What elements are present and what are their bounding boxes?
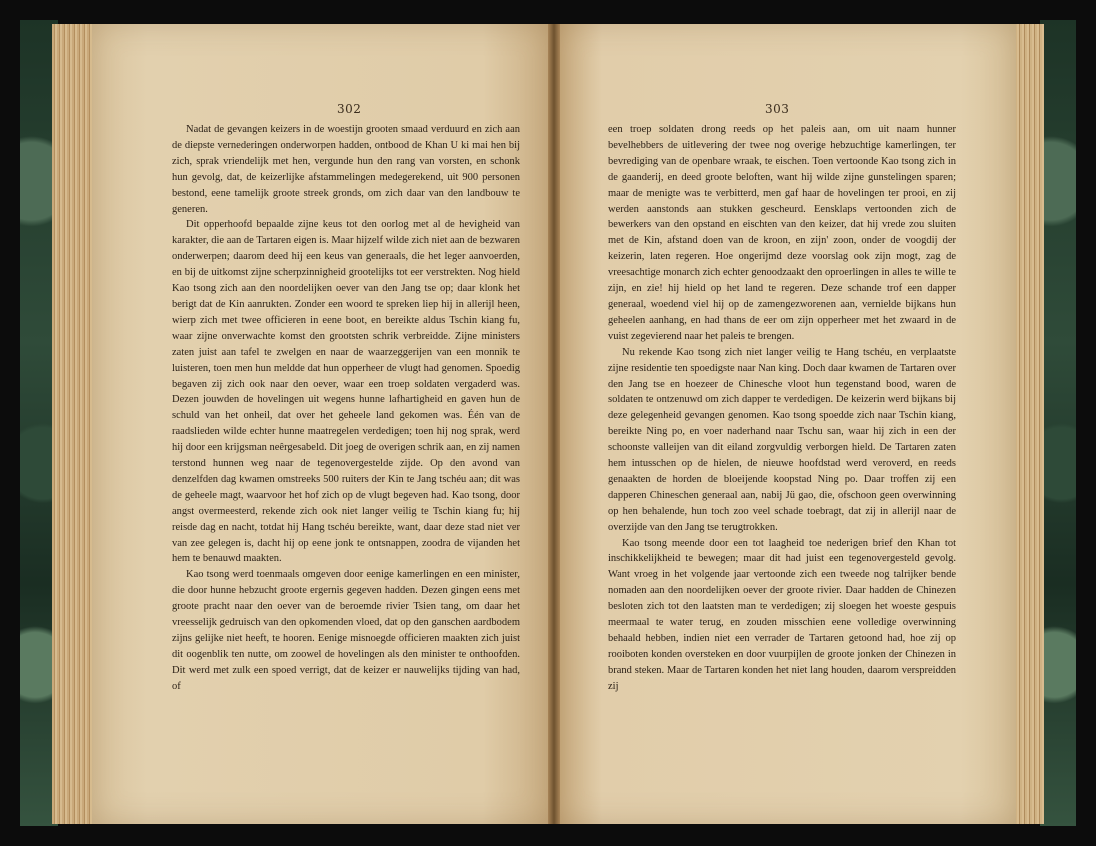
paragraph: Nu rekende Kao tsong zich niet langer veilig te Hang tschéu, en verplaatste zijne residentie ten spoedigste naar Nan king. Doch daar kwamen de Tartaren over den Jang tse en hoezeer de Chinesche vloot hun tegenstand bood, waren de soldaten te ontzenuwd om zich dapper te verdedigen. De keizerin werd bijkans bij deze gelegenheid gevangen genomen. Kao tsong spoedde zich naar Tschin kiang, bereikte Ning po, en voer naderhand naar Tschu san, waar hij zich in een der schoonste valleijen van dit eiland zorgvuldig verborgen hield. De Tartaren zaten hem intusschen op de hielen, de nieuwe hoofdstad werd veroverd, en reeds genaakten de horden de bloeijende koopstad Ning po. Daar troffen zij een dapperen Chineschen generaal aan, nabij Jü gao, die, ofschoon geen overwinning op hen behalende, hun toch zoo veel schade toebragt, dat zij in allerijl naar de overzijde van den Jang tse terugtrokken. [608, 346, 956, 533]
left-page-text [172, 122, 520, 695]
paragraph: Dit opperhoofd bepaalde zijne keus tot den oorlog met al de hevigheid van karakter, die aan de Tartaren eigen is. Maar hijzelf wilde zich niet aan de bezwaren onderwerpen; daarom deed hij een keus van generaals, die het leger aanvoerden, en bij de uitkomst zijne scherpzinnigheid grootelijks tot eer verstrekten. Nog hield Kao tsong zich aan den noordelijken oever van den Jang tse op; daar klonk het berigt dat de Kin aanrukten. Zonder een woord te spreken liep hij in allerijl heen, wierp zich met twee officieren in eene boot, en bereikte aldus Tschin kiang fu, waar zijne onverwachte komst den grootsten schrik verbreidde. Zijne ministers zaten juist aan tafel te zwelgen en naar de waarzeggerijen van een monnik te luisteren, toen men hun meldde dat hun opperheer de vlugt had genomen. Spoedig begaven zij zich ook naar den oever, waar een troep soldaten vergaderd was. Dezen jouwden de hovelingen uit wegens hunne lafhartigheid en gaven hun de schuld van het onheil, dat over het geheele land gekomen was. Één van de raadslieden wilde echter hunne maatregelen verdedigen; toen hij nog sprak, werd hij door een krijgsman neêrgesabeld. Dit joeg de overigen schrik aan, en zij namen terstond hunnen weg naar de tegenovergestelde zijde. Op den avond van denzelfden dag kwamen omstreeks 500 ruiters der Kin te Jang tschéu aan; dit was de geheele magt, waarvoor het hof zich op de vlugt begeven had. Kao tsong, door angst overmeesterd, rekende zich ook niet langer veilig te Tschin kiang fu; hij reisde dag en nacht, totdat hij Hang tschéu bereikte, want, daar deze stad niet ver van zee gelegen is, dacht hij op eene jonk te ontsnappen, zoodra de vijanden het hem te benauwd maakten. [172, 219, 520, 565]
paragraph: Nadat de gevangen keizers in de woestijn grooten smaad verduurd en zich aan de diepste vernederingen onderworpen hadden, ontbood de Khan U ki mai hen bij zich, sprak vriendelijk met hen, vergunde hun den rang van vorsten, en schonk hun gevolg, dat, de keizerlijke afstammelingen medegerekend, uit 900 personen bestond, eene tamelijk groote streek gronds, om zich daar van den landbouw te generen. [172, 124, 520, 215]
paragraph: Kao tsong werd toenmaals omgeven door eenige kamerlingen en een minister, die door hunne hebzucht groote ergernis gegeven hadden. Dezen gingen eens met groote pracht naar den oever van de beroemde rivier Tsien tang, om daar het vreesselijk gedruisch van den opkomenden vloed, dat op den ganschen aardbodem zijns gelijke niet heeft, te hooren. Eenige misnoegde officieren maakten zich juist dit oogenblik ten nutte, om zoowel de hovelingen als den minister te onthoofden. Dit werd met zulk een spoed verrigt, dat de keizer er nauwelijks tijding van had, of [172, 569, 520, 692]
left-page-number: 302 [337, 102, 362, 116]
book-gutter [548, 24, 560, 824]
page-edges-left [52, 24, 94, 824]
paragraph: Kao tsong meende door een tot laagheid toe nederigen brief den Khan tot inschikkelijkheid te bewegen; maar dit had juist een tegenovergesteld gevolg. Want vroeg in het volgende jaar vertoonde zich een tweede nog talrijker bende nomaden aan den noordelijken oever der groote rivier. Daar hadden de Chinezen besloten zich tot den laatsten man te verdedigen; zij sloegen het woeste gespuis meermaal te water terug, en zouden misschien eene volledige overwinning behaald hebben, indien niet een verrader de Tartaren getoond had, hoe zij op rooiboten konden oversteken en door vuurpijlen de groote jonken der Chinezen in brand steken. Maar de Tartaren konden het niet lang houden, daarom verspreidden zij [608, 537, 956, 692]
page-edges-right [1012, 24, 1044, 824]
right-page-number: 303 [765, 102, 790, 116]
right-page-text [608, 122, 956, 695]
paragraph: een troep soldaten drong reeds op het paleis aan, om uit naam hunner bevelhebbers de uitlevering der twee nog overige hebzuchtige kamerlingen, ter bevrediging van de openbare wraak, te eischen. Toen vertoonde Kao tsong zich in de gaanderij, en deed groote beloften, want hij wilde zijne gunstelingen sparen; maar de menigte was te verbitterd, men gaf haar de hovelingen ter prooi, en zij werden aanstonds aan stukken gescheurd. Eensklaps vertoonden zich de bewerkers van den opstand en eischten van den keizer, dat hij vrede zou sluiten met de Kin, afstand doen van de kroon, en zijn' zoon, onder de voogdij der keizerin, laten regeren. Hoe ongerijmd deze voorslag ook zijn mogt, zag de vreesachtige monarch zich echter genoodzaakt den oproerlingen in alles te wille te zijn, en zie! hij hield op het land te regeren. Deze schande trof een dapper generaal, woedend viel hij op de zamengezworenen aan, vernielde bijkans hun geheelen aanhang, en had thans de eer om zijn opperheer met het zwaard in de vuist zegevierend naar het paleis te brengen. [608, 124, 956, 342]
marbled-cover-right [1040, 20, 1076, 826]
